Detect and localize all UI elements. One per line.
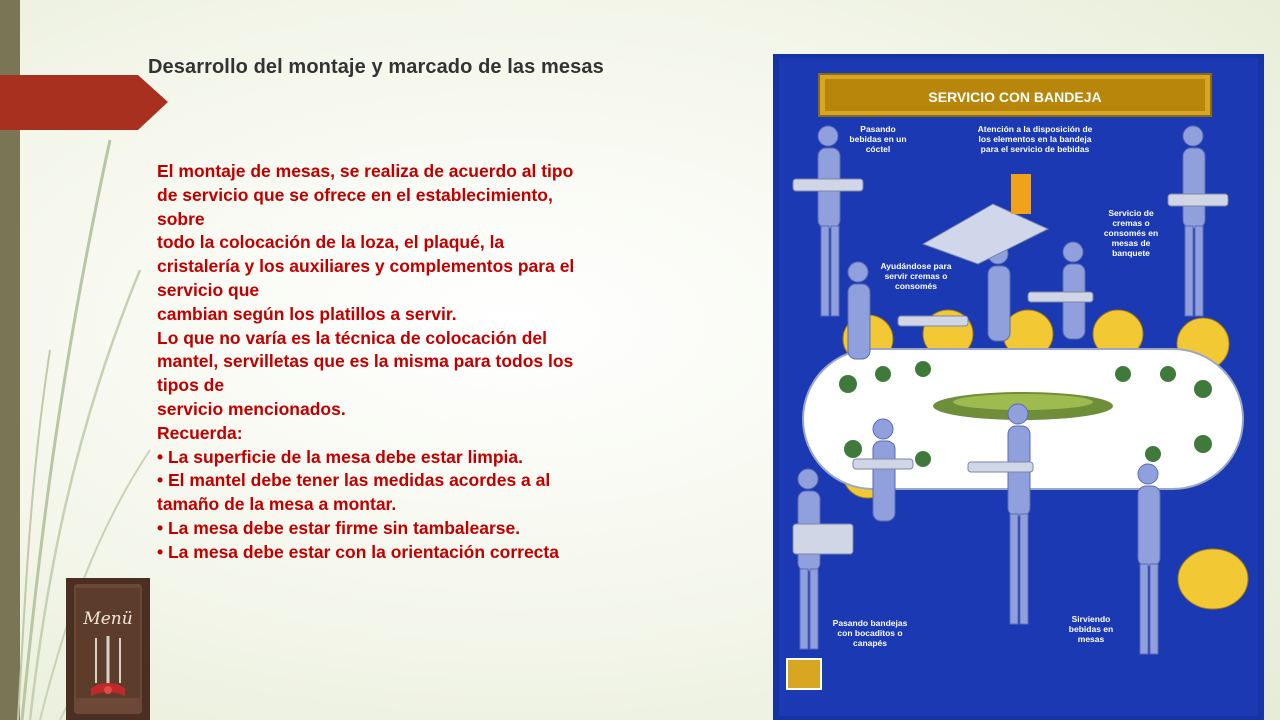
body-line: tipos de [157,375,225,396]
caption-top-center: Atención a la disposición de los elementos en la bandeja para el servicio de bebidas [977,124,1093,154]
body-line: • El mantel debe tener las medidas acordes a al [157,470,551,491]
poster-banner: SERVICIO CON BANDEJA [928,89,1102,105]
body-text [157,160,757,565]
service-poster [773,54,1264,720]
body-line: • La mesa debe estar firme sin tambalearse. [157,517,521,538]
body-line: cambian según los platillos a servir. [157,303,457,324]
body-line: • La superficie de la mesa debe estar limpia. [157,446,524,467]
body-line: tamaño de la mesa a montar. [157,494,397,515]
body-line: sobre [157,208,205,229]
body-line: El montaje de mesas, se realiza de acuerdo al tipo [157,161,574,181]
caption-top-left: Pasando bebidas en un cóctel [849,124,907,154]
slide-title: Desarrollo del montaje y marcado de las mesas [148,56,604,78]
caption-bottom-right: Sirviendo bebidas en mesas [1068,614,1114,644]
body-line: todo la colocación de la loza, el plaqué, la [157,232,505,253]
menu-board-label: Menü [83,609,133,629]
body-line: cristalería y los auxiliares y complementos para el [157,256,575,277]
body-line: de servicio que se ofrece en el establecimiento, [157,184,553,205]
body-line: Recuerda: [157,422,243,443]
caption-center-left: Ayudándose para servir cremas o consomés [880,261,952,291]
body-line: Lo que no varía es la técnica de colocación del [157,327,547,348]
body-line: servicio que [157,279,260,300]
body-line: mantel, servilletas que es la misma para todos los [157,351,574,372]
caption-right-upper: Servicio de cremas o consomés en mesas de banquete [1103,208,1159,258]
body-line: • La mesa debe estar con la orientación correcta [157,541,559,562]
body-line: servicio mencionados. [157,398,346,419]
caption-bottom-left: Pasando bandejas con bocaditos o canapés [832,618,908,648]
menu-board-image [66,578,150,720]
